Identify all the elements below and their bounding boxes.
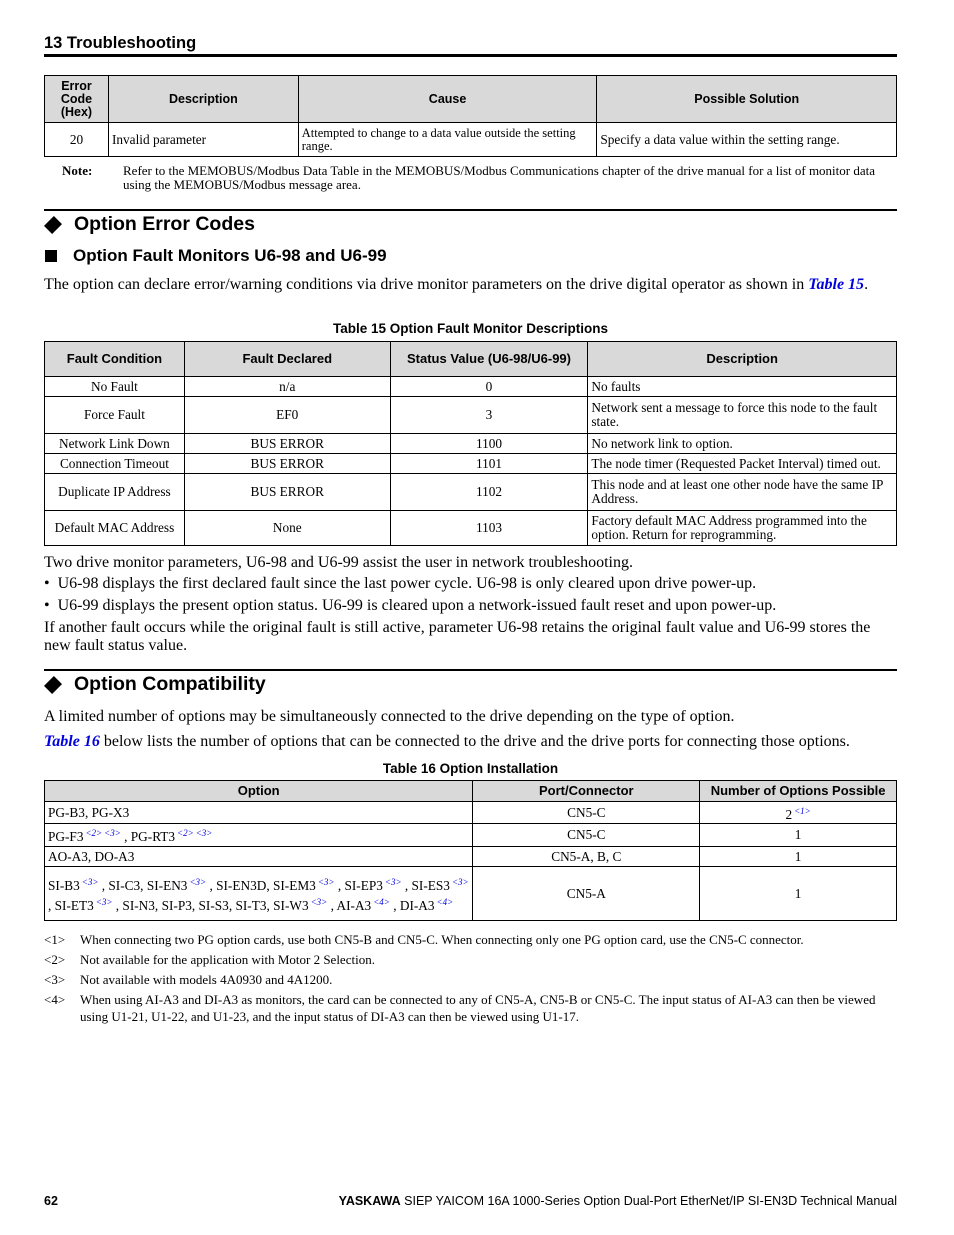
table-row xyxy=(45,867,897,921)
table-row xyxy=(45,511,897,546)
footer-manual-title xyxy=(339,1194,897,1208)
fault-declared-cell: BUS ERROR xyxy=(184,434,390,454)
table-15-link[interactable]: Table 15 xyxy=(808,276,865,293)
footnote-text: When using AI-A3 and DI-A3 as monitors, the card can be connected to any of CN5-A, CN5-B or CN5-C. The input status of AI-A3 can then be viewed using U1-21, U1-22, and U1-23, and the input status of DI-A3 can then be viewed using U1-17. xyxy=(80,992,876,1024)
count-value: 1 xyxy=(794,885,802,901)
status-value-cell: 1101 xyxy=(390,454,588,474)
chapter-title: 13 Troubleshooting xyxy=(44,34,197,52)
solution-cell: Specify a data value within the setting range. xyxy=(597,123,897,157)
section-title: Option Error Codes xyxy=(74,213,255,235)
table-16-caption: Table 16 Option Installation xyxy=(382,761,559,776)
table-row xyxy=(45,454,897,474)
diamond-bullet-icon xyxy=(44,215,62,233)
footnote-ref-link[interactable]: <3> xyxy=(317,876,335,887)
table-header-row xyxy=(45,76,897,123)
monitor-bullet: • U6-99 displays the present option status. U6-99 is cleared upon a network-issued fault reset and upon power-up. xyxy=(44,597,777,614)
table-header-row xyxy=(45,342,897,377)
option-name: , PG-RT3 xyxy=(124,829,176,844)
note-label: Note: xyxy=(62,163,93,178)
footnote-ref-link[interactable]: <2> xyxy=(177,828,194,838)
table-row xyxy=(45,123,897,157)
status-value-cell: 1100 xyxy=(390,434,588,454)
square-bullet-icon xyxy=(45,250,57,262)
fault-condition-cell: Connection Timeout xyxy=(45,454,185,474)
count-cell xyxy=(700,847,897,867)
count-cell xyxy=(700,802,897,824)
count-value: 2 xyxy=(785,806,793,822)
port-cell: CN5-C xyxy=(473,824,700,847)
column-header: Description xyxy=(108,76,298,123)
bullet-text: U6-99 displays the present option status. U6-99 is cleared upon a network-issued fault reset and upon power-up. xyxy=(57,597,777,614)
section-heading-option-error-codes xyxy=(44,213,255,236)
section-rule xyxy=(44,209,897,211)
option-name: , SI-C3, SI-EN3 xyxy=(101,877,188,893)
chapter-rule xyxy=(44,54,897,57)
option-name: , SI-EP3 xyxy=(337,877,383,893)
description-cell: Factory default MAC Address programmed into the option. Return for reprogramming. xyxy=(588,511,897,546)
option-name: PG-B3, PG-X3 xyxy=(48,804,130,820)
cause-cell: Attempted to change to a data value outside the setting range. xyxy=(298,123,597,157)
column-header: Description xyxy=(588,342,897,377)
fault-declared-cell: None xyxy=(184,511,390,546)
option-name: , SI-N3, SI-P3, SI-S3, SI-T3, SI-W3 xyxy=(115,897,309,913)
option-name: , SI-ES3 xyxy=(404,877,450,893)
error-code-table xyxy=(44,75,897,157)
footnote-ref-link[interactable]: <3> xyxy=(451,876,469,887)
table-row xyxy=(45,847,897,867)
page-number: 62 xyxy=(44,1194,58,1208)
option-name: , SI-ET3 xyxy=(48,897,94,913)
table-row xyxy=(45,434,897,454)
count-value: 1 xyxy=(794,827,802,842)
fault-condition-cell: Force Fault xyxy=(45,397,185,434)
description-cell: No network link to option. xyxy=(588,434,897,454)
column-header: Port/Connector xyxy=(473,781,700,802)
bullet-text: U6-98 displays the first declared fault since the last power cycle. U6-98 is only cleared upon drive power-up. xyxy=(57,575,757,592)
intro-text: The option can declare error/warning conditions via drive monitor parameters on the drive digital operator as shown in xyxy=(44,276,809,293)
table-row xyxy=(45,377,897,397)
description-cell: The node timer (Requested Packet Interval) timed out. xyxy=(588,454,897,474)
port-cell: CN5-A xyxy=(473,867,700,921)
footnote-ref-link[interactable]: <3> xyxy=(195,828,213,838)
fault-declared-cell: EF0 xyxy=(184,397,390,434)
fault-declared-cell: BUS ERROR xyxy=(184,454,390,474)
option-name: AO-A3, DO-A3 xyxy=(48,848,135,864)
status-value-cell: 0 xyxy=(390,377,588,397)
intro-end: . xyxy=(864,276,869,293)
option-cell xyxy=(45,847,473,867)
footnote-tag: <2> xyxy=(44,952,66,967)
table-row xyxy=(45,802,897,824)
column-header: Error Code (Hex) xyxy=(45,76,109,123)
footnote-text: Not available for the application with Motor 2 Selection. xyxy=(80,952,375,967)
option-name: SI-B3 xyxy=(48,877,80,893)
fault-declared-cell: n/a xyxy=(184,377,390,397)
description-cell: This node and at least one other node have the same IP Address. xyxy=(588,474,897,511)
port-cell: CN5-C xyxy=(473,802,700,824)
footnote-ref-link[interactable]: <4> xyxy=(436,896,454,907)
section-rule xyxy=(44,669,897,671)
footer-title-text: SIEP YAICOM 16A 1000-Series Option Dual-Port EtherNet/IP SI-EN3D Technical Manual xyxy=(400,1194,897,1208)
status-value-cell: 3 xyxy=(390,397,588,434)
footnote-ref-link[interactable]: <3> xyxy=(81,876,99,887)
intro-paragraph xyxy=(44,276,897,294)
column-header: Fault Declared xyxy=(184,342,390,377)
fault-declared-cell: BUS ERROR xyxy=(184,474,390,511)
section-heading-option-compatibility xyxy=(44,673,266,696)
compat-text: below lists the number of options that can be connected to the drive and the drive ports for connecting those options. xyxy=(99,733,850,750)
monitor-paragraph-2: If another fault occurs while the original fault is still active, parameter U6-98 retains the original fault value and U6-99 stores the new fault status value. xyxy=(44,619,871,654)
option-installation-table xyxy=(44,780,897,921)
footnote-text: Not available with models 4A0930 and 4A1200. xyxy=(80,972,333,987)
subsection-heading xyxy=(44,246,387,266)
footnote-ref-link[interactable]: <4> xyxy=(373,896,390,907)
footnote-text: When connecting two PG option cards, use both CN5-B and CN5-C. When connecting only one PG option card, use the CN5-C connector. xyxy=(80,932,804,947)
fault-condition-cell: Network Link Down xyxy=(45,434,185,454)
description-cell: Network sent a message to force this node to the fault state. xyxy=(588,397,897,434)
fault-condition-cell: Duplicate IP Address xyxy=(45,474,185,511)
monitor-paragraph-1: Two drive monitor parameters, U6-98 and U6-99 assist the user in network troubleshooting. xyxy=(44,554,633,571)
footnote-ref-link[interactable]: <1> xyxy=(794,805,811,816)
footnote-ref-link[interactable]: <3> xyxy=(104,828,121,838)
option-cell xyxy=(45,867,473,921)
column-header: Possible Solution xyxy=(597,76,897,123)
column-header: Fault Condition xyxy=(45,342,185,377)
column-header: Status Value (U6-98/U6-99) xyxy=(390,342,588,377)
subsection-title: Option Fault Monitors U6-98 and U6-99 xyxy=(73,246,387,265)
table-16-link[interactable]: Table 16 xyxy=(44,733,100,750)
table-15-caption: Table 15 Option Fault Monitor Descriptions xyxy=(332,321,609,336)
fault-condition-cell: No Fault xyxy=(45,377,185,397)
table-row xyxy=(45,824,897,847)
column-header: Option xyxy=(45,781,473,802)
option-name: , SI-EN3D, SI-EM3 xyxy=(209,877,316,893)
column-header: Number of Options Possible xyxy=(700,781,897,802)
footnote-ref-link[interactable]: <3> xyxy=(384,876,402,887)
count-cell xyxy=(700,867,897,921)
footnote-ref-link[interactable]: <2> xyxy=(85,828,103,838)
footnote-tag: <1> xyxy=(44,932,66,947)
footnote-tag: <4> xyxy=(44,992,66,1007)
column-header: Cause xyxy=(298,76,597,123)
diamond-bullet-icon xyxy=(44,675,62,693)
monitor-bullet: • U6-98 displays the first declared fault since the last power cycle. U6-98 is only cleared upon drive power-up. xyxy=(44,575,757,592)
footnote-ref-link[interactable]: <3> xyxy=(189,876,207,887)
port-cell: CN5-A, B, C xyxy=(473,847,700,867)
count-cell xyxy=(700,824,897,847)
table-header-row xyxy=(45,781,897,802)
description-cell: Invalid parameter xyxy=(108,123,298,157)
fault-monitor-table xyxy=(44,341,897,546)
footer-brand: YASKAWA xyxy=(338,1194,401,1208)
status-value-cell: 1102 xyxy=(390,474,588,511)
status-value-cell: 1103 xyxy=(390,511,588,546)
option-cell xyxy=(45,824,473,847)
table-row xyxy=(45,474,897,511)
error-code-cell: 20 xyxy=(45,123,109,157)
option-name: , DI-A3 xyxy=(393,897,435,913)
footnote-ref-link[interactable]: <3> xyxy=(95,896,113,907)
description-cell: No faults xyxy=(588,377,897,397)
option-name: , AI-A3 xyxy=(330,897,372,913)
note-text: Refer to the MEMOBUS/Modbus Data Table in the MEMOBUS/Modbus Communications chapter of the drive manual for a list of monitor data using the MEMOBUS/Modbus message area. xyxy=(123,163,876,192)
option-name: PG-F3 xyxy=(48,829,84,844)
compat-paragraph-1: A limited number of options may be simultaneously connected to the drive depending on the type of option. xyxy=(44,708,735,725)
compat-paragraph-2 xyxy=(44,733,897,751)
count-value: 1 xyxy=(794,848,802,864)
footnote-ref-link[interactable]: <3> xyxy=(310,896,328,907)
table-row xyxy=(45,397,897,434)
option-cell xyxy=(45,802,473,824)
fault-condition-cell: Default MAC Address xyxy=(45,511,185,546)
footnote-tag: <3> xyxy=(44,972,66,987)
section-title: Option Compatibility xyxy=(74,673,266,695)
